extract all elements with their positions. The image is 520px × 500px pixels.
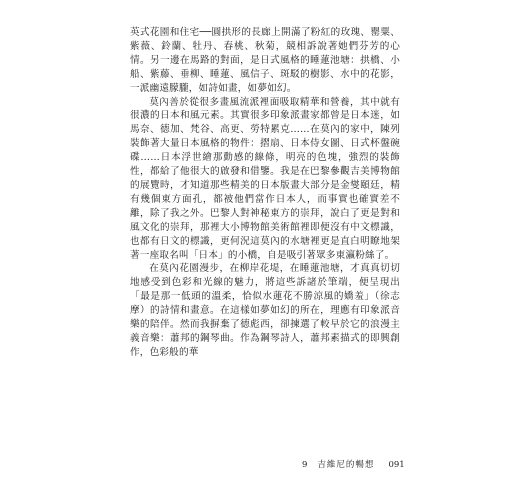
body-text — [130, 26, 400, 360]
paragraph-3: 在莫內花園漫步，在柳岸花堤，在睡蓮池塘，才真真切切地感受到色彩和光線的魅力，將這些訴諸於筆端，便呈現出「最是那一低頭的溫柔，恰似水蓮花不勝涼風的嬌羞」（徐志摩）的詩情和畫意。在這樣如夢如幻的所在，理應有印象派音樂的陪伴。然而我摒棄了德彪西，卻揀選了較早於它的浪漫主義音樂：蕭邦的鋼琴曲。作為鋼琴詩人，蕭邦素描式的即興創作，色彩般的華 — [130, 263, 400, 358]
paragraph-1: 英式花園和住宅──圓拱形的長廊上開滿了粉紅的玫瑰、罌粟、紫薇、鈴蘭、牡丹、春桃、秋菊，競相訴說著她們芬芳的心情。另一邊在馬路的對面，是日式風格的睡蓮池塘：拱橋、小船、紫藤、垂柳、睡蓮、風信子、斑駁的樹影、水中的花影，一派幽遠朦朧，如詩如畫，如夢如幻。 — [130, 27, 400, 94]
page-footer — [302, 458, 422, 470]
page-number: 091 — [388, 460, 405, 470]
chapter-number: 9 — [302, 460, 308, 470]
chapter-title: 吉維尼的暢想 — [317, 460, 375, 470]
paragraph-2: 莫內善於從很多畫風流派裡面吸取精華和營養，其中就有很濃的日本和風元素。其實很多印象派畫家都曾是日本迷，如馬奈、德加、梵谷、高更、勞特累克……在莫內的家中，陳列裝飾著大量日本風格的物件：摺扇、日本侍女圖、日式杯盤碗碟……日本浮世繪那動感的線條，明亮的色塊，強烈的裝飾性，都給了他很大的啟發和借鑒。我是在巴黎參觀吉美博物館的展覽時，才知道那些精美的日本版畫大部分是金燮頤廷，精有幾個東方面孔，都被他們當作日本人，而事實也確實差不離，除了我之外。巴黎人對神秘東方的崇拜，說白了更是對和風文化的崇拜，那裡大小博物館美術館裡即便沒有中文標識，也都有日文的標識，更何況這莫內的水塘裡更是直白明瞭地架著一座取名叫「日本」的小橋，自是吸引著眾多東瀛粉絲了。 — [130, 96, 400, 261]
